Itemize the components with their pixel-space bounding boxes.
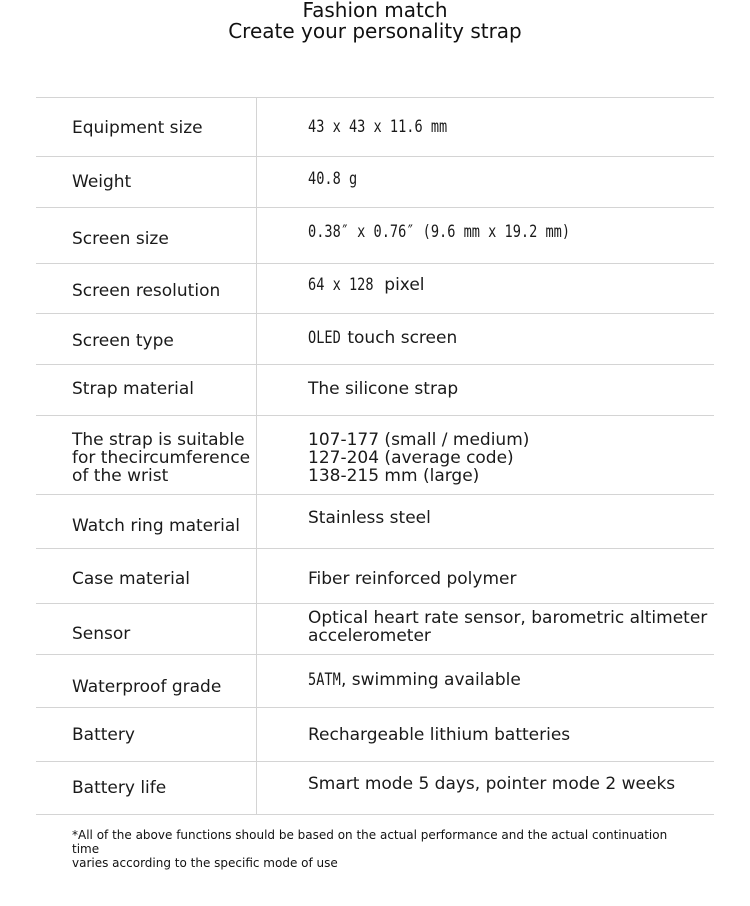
spec-value-text: , swimming available [340, 670, 521, 690]
footnote [72, 828, 692, 870]
spec-value-text: 40.8 g [308, 169, 358, 189]
spec-label: Screen type [72, 331, 174, 351]
spec-value [308, 330, 457, 347]
spec-label: Equipment size [72, 118, 203, 138]
spec-row-battery [36, 707, 714, 762]
spec-row-strap-material [36, 364, 714, 416]
spec-value-rating: 5ATM [308, 670, 341, 690]
footnote-line: varies according to the specific mode of use [72, 856, 338, 870]
spec-value: Smart mode 5 days, pointer mode 2 weeks [308, 774, 676, 794]
spec-label: Screen resolution [72, 281, 221, 301]
spec-label: Strap material [72, 379, 195, 399]
spec-value [308, 672, 521, 689]
spec-row-strap-fit [36, 415, 714, 495]
spec-label: Weight [72, 172, 132, 192]
spec-row-equipment-size [36, 98, 714, 157]
spec-value [308, 171, 369, 188]
spec-row-case-material [36, 548, 714, 604]
spec-label: Watch ring material [72, 516, 240, 536]
spec-label: Case material [72, 569, 190, 589]
spec-value: Fiber reinforced polymer [308, 569, 517, 589]
spec-value-text: 0.38″ x 0.76″ (9.6 mm x 19.2 mm) [308, 222, 571, 242]
spec-value-line: accelerometer [308, 626, 431, 646]
spec-label [72, 431, 250, 485]
spec-label: Screen size [72, 229, 169, 249]
spec-row-battery-life [36, 761, 714, 815]
spec-value [308, 119, 482, 136]
spec-value: The silicone strap [308, 379, 459, 399]
spec-row-screen-size [36, 207, 714, 264]
spec-row-weight [36, 156, 714, 208]
spec-value-brand: OLED [308, 328, 341, 348]
spec-value-line: 138-215 mm (large) [308, 466, 480, 486]
spec-label: Battery [72, 725, 135, 745]
spec-value-line: 107-177 (small / medium) [308, 430, 530, 450]
spec-value [308, 609, 707, 645]
spec-value-text: touch screen [341, 328, 458, 348]
spec-label-line: The strap is suitable [72, 430, 245, 450]
spec-value [308, 431, 529, 485]
spec-row-watch-ring-material [36, 494, 714, 549]
spec-value [308, 224, 636, 241]
page-title: Fashion match [302, 0, 448, 22]
spec-label-line: of the wrist [72, 466, 169, 486]
spec-value-line: Optical heart rate sensor, barometric altimeter [308, 608, 708, 628]
spec-row-screen-type [36, 313, 714, 365]
spec-table [36, 97, 714, 815]
spec-row-screen-resolution [36, 263, 714, 314]
spec-value-line: 127-204 (average code) [308, 448, 514, 468]
spec-value [308, 277, 425, 294]
spec-label-line: for thecircumference [72, 448, 251, 468]
spec-label: Sensor [72, 624, 131, 644]
spec-value-number: 64 x 128 [308, 275, 374, 295]
spec-value-unit: pixel [378, 275, 425, 295]
spec-value: Rechargeable lithium batteries [308, 725, 571, 745]
spec-label: Waterproof grade [72, 677, 222, 697]
footnote-line: *All of the above functions should be based on the actual performance and the actual continuation time [72, 828, 668, 856]
page-subtitle: Create your personality strap [228, 19, 522, 43]
spec-label: Battery life [72, 778, 167, 798]
spec-value: Stainless steel [308, 508, 431, 528]
spec-value-text: 43 x 43 x 11.6 mm [308, 117, 448, 137]
spec-row-sensor [36, 603, 714, 655]
spec-row-waterproof-grade [36, 654, 714, 708]
